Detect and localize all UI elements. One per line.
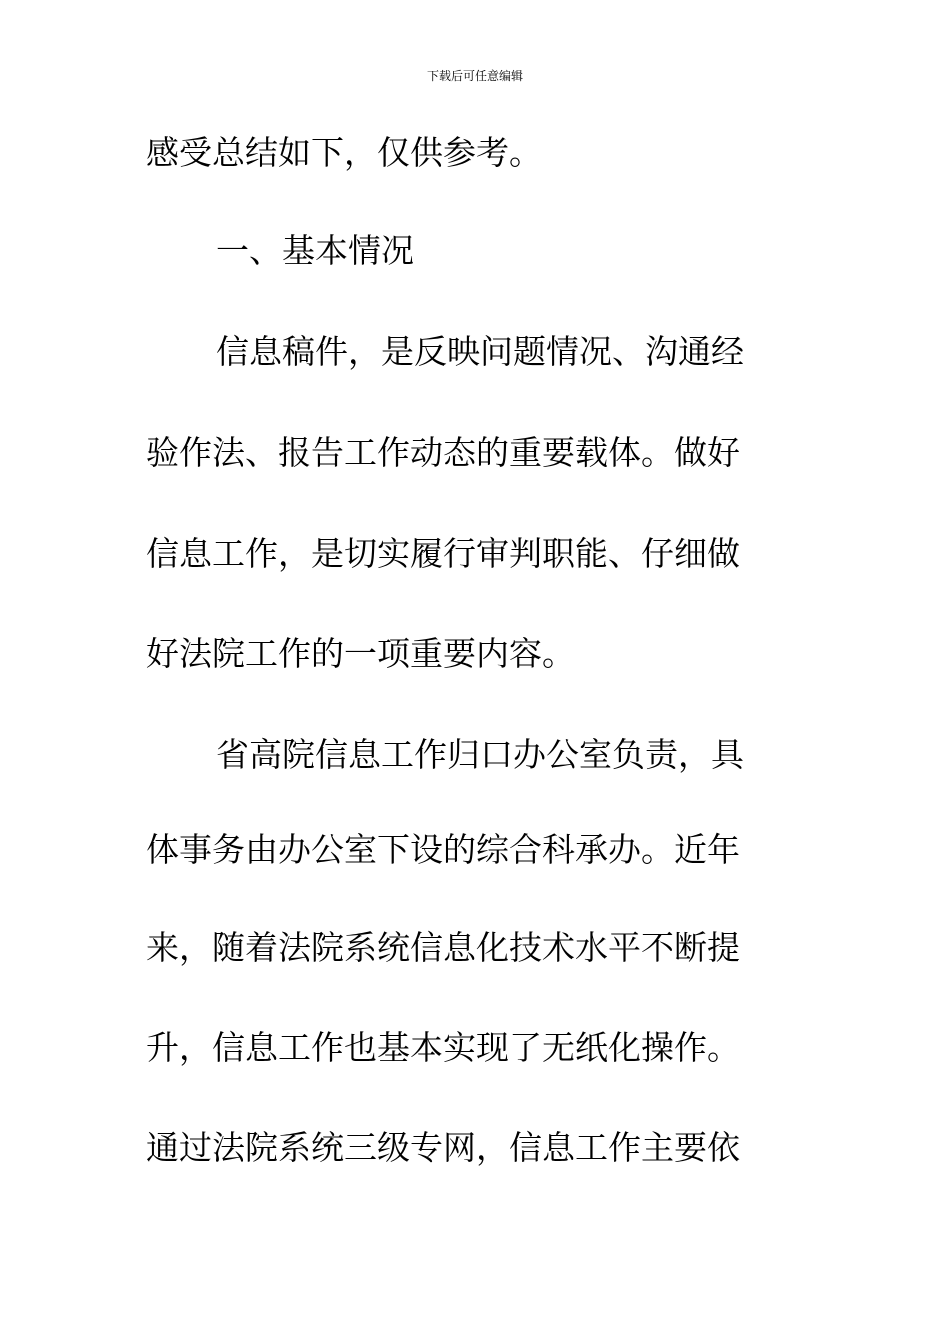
text-line-9: 来，随着法院系统信息化技术水平不断提 [146, 928, 740, 967]
text-line-5: 信息工作，是切实履行审判职能、仔细做 [146, 534, 740, 573]
section-heading: 一、基本情况 [216, 231, 414, 270]
text-line-11: 通过法院系统三级专网，信息工作主要依 [146, 1128, 740, 1167]
text-line-6: 好法院工作的一项重要内容。 [146, 634, 575, 673]
text-line-4: 验作法、报告工作动态的重要载体。做好 [146, 433, 740, 472]
text-line-3: 信息稿件，是反映问题情况、沟通经 [216, 332, 744, 371]
text-line-8: 体事务由办公室下设的综合科承办。近年 [146, 830, 740, 869]
text-line-10: 升，信息工作也基本实现了无纸化操作。 [146, 1028, 740, 1067]
text-line-1: 感受总结如下，仅供参考。 [146, 133, 542, 172]
page-header-note: 下载后可任意编辑 [426, 69, 523, 83]
text-line-7: 省高院信息工作归口办公室负责，具 [216, 735, 744, 774]
